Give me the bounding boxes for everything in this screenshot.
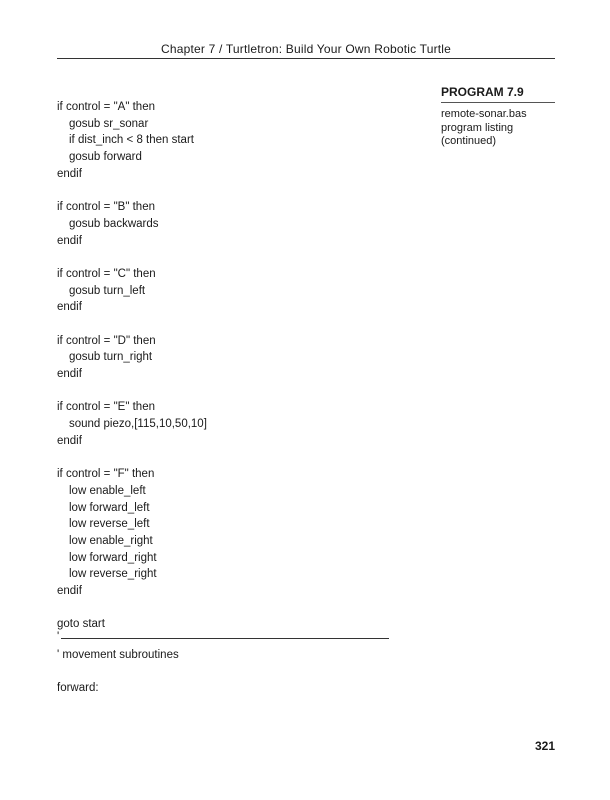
separator-rule xyxy=(61,638,389,639)
running-head: Chapter 7 / Turtletron: Build Your Own Robotic Turtle xyxy=(160,42,452,56)
blank-line xyxy=(57,383,417,400)
code-line: gosub sr_sonar xyxy=(69,117,149,130)
comment-separator-line xyxy=(57,633,417,647)
code-line: endif xyxy=(57,584,82,597)
program-filename: remote-sonar.bas xyxy=(441,108,527,120)
code-line: low reverse_right xyxy=(69,568,157,581)
code-line: if control = "B" then xyxy=(57,201,155,214)
program-sidebar xyxy=(441,85,555,149)
code-line: low reverse_left xyxy=(69,518,150,531)
blank-line xyxy=(57,600,417,617)
blank-line xyxy=(57,182,417,199)
code-line: low forward_right xyxy=(69,551,157,564)
code-line: endif xyxy=(57,234,82,247)
code-line: if control = "D" then xyxy=(57,334,156,347)
program-desc-line: (continued) xyxy=(441,135,497,147)
header-rule xyxy=(57,58,555,59)
comment-tick: ' xyxy=(57,631,60,643)
blank-line xyxy=(57,664,417,681)
code-line: if control = "E" then xyxy=(57,401,155,414)
blank-line xyxy=(57,249,417,266)
program-desc-line: program listing xyxy=(441,121,514,134)
code-line: goto start xyxy=(57,618,105,631)
code-line: low enable_right xyxy=(69,534,153,547)
blank-line xyxy=(57,316,417,333)
code-line: sound piezo,[115,10,50,10] xyxy=(69,418,207,431)
code-line: low forward_left xyxy=(69,501,150,514)
code-listing xyxy=(57,99,417,697)
page-number: 321 xyxy=(534,739,555,753)
code-line: endif xyxy=(57,434,82,447)
code-line: gosub forward xyxy=(69,151,142,164)
code-line: if control = "C" then xyxy=(57,267,156,280)
code-line: if control = "F" then xyxy=(57,468,155,481)
code-line: forward: xyxy=(57,682,99,695)
code-line: gosub turn_right xyxy=(69,351,153,364)
code-line: gosub turn_left xyxy=(69,284,146,297)
code-line: if dist_inch < 8 then start xyxy=(69,134,194,147)
code-line: endif xyxy=(57,368,82,380)
code-line: if control = "A" then xyxy=(57,101,155,113)
program-description xyxy=(441,108,555,149)
code-line: low enable_left xyxy=(69,484,146,497)
code-line: endif xyxy=(57,301,82,314)
code-line: gosub backwards xyxy=(69,217,159,230)
code-line: ' movement subroutines xyxy=(57,649,179,661)
code-line: endif xyxy=(57,167,82,180)
blank-line xyxy=(57,449,417,466)
program-title: PROGRAM 7.9 xyxy=(441,85,555,103)
